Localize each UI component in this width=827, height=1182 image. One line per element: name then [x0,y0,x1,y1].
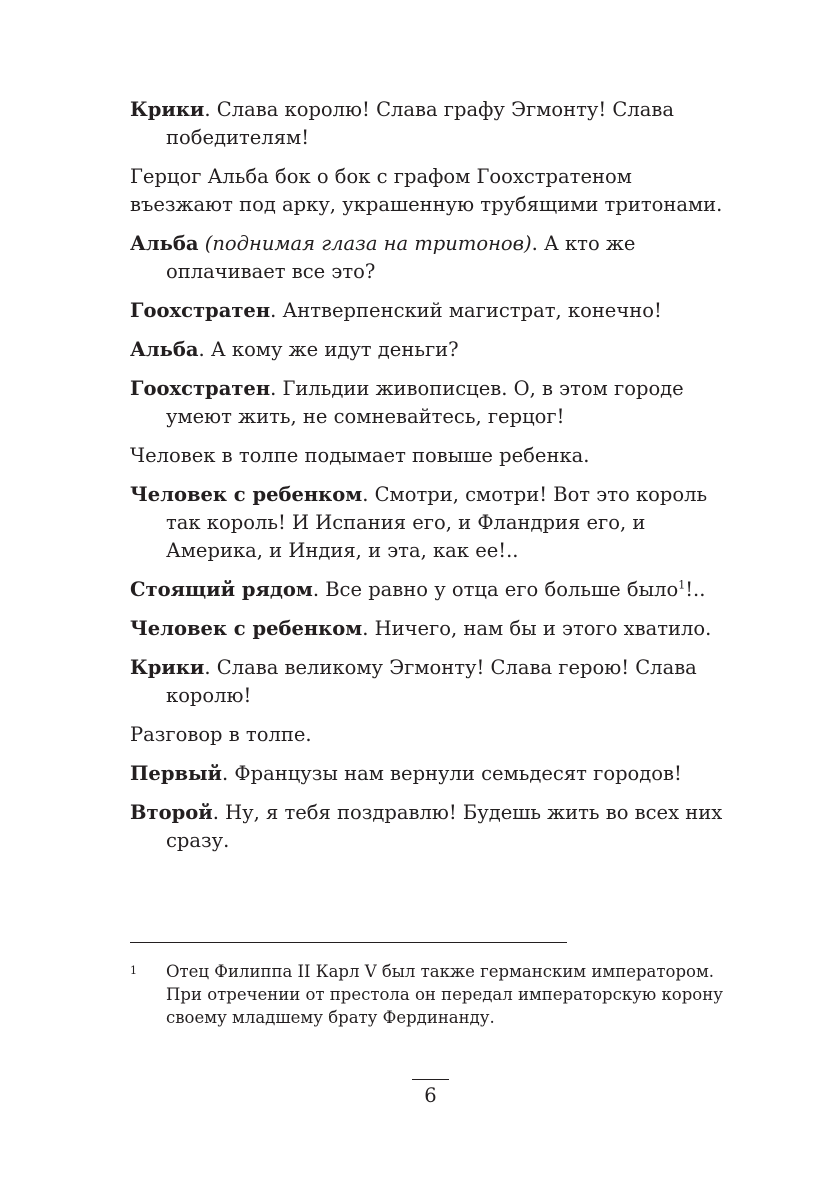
line-text: . Слава королю! Слава графу Эгмонту! Слава победителям! [166,98,674,149]
speaker-name: Альба [130,338,199,361]
speaker-name: Стоящий рядом [130,578,313,601]
line-text: . Слава великому Эгмонту! Слава герою! Слава королю! [166,656,697,707]
line-text: . Ну, я тебя поздравлю! Будешь жить во всех них сразу. [166,801,723,852]
line-text: . А кому же идут деньги? [198,338,459,361]
footnote-reference[interactable]: 1 [678,578,686,592]
page-number: 6 [424,1084,437,1107]
play-text [130,96,730,866]
line-text: . Гильдии живописцев. О, в этом городе умеют жить, не сомневайтесь, герцог! [166,377,684,428]
speaker-name: Альба [130,232,199,255]
dialogue-line [130,799,730,855]
line-text: . Ничего, нам бы и этого хватило. [362,617,712,640]
speaker-name: Человек с ребенком [130,617,363,640]
dialogue-line [130,230,730,286]
dialogue-line [130,375,730,431]
stage-direction [130,442,730,470]
line-text: . Антверпенский магистрат, конечно! [270,299,662,322]
inline-stage-direction: (поднимая глаза на тритонов) [204,232,532,255]
dialogue-line [130,336,730,364]
dialogue-line [130,96,730,152]
narration-text: Человек в толпе подымает повыше ребенка. [130,444,590,467]
footnote-separator [130,942,567,943]
footnote-text: Отец Филиппа II Карл V был также германским императором. При отречении от престола он передал императорскую корону своему младшему брату Фердинанду. [166,962,723,1027]
speaker-name: Второй [130,801,213,824]
footnote [130,960,730,1029]
line-text: . Смотри, смотри! Вот это король так король! И Испания его, и Фландрия его, и Америка, и Индия, и эта, как ее!.. [166,483,708,562]
stage-direction [130,163,730,219]
line-text: . А кто же оплачивает все это? [166,232,636,283]
line-text-end: !.. [685,578,706,601]
dialogue-line [130,481,730,565]
narration-text: Разговор в толпе. [130,723,312,746]
dialogue-line [130,760,730,788]
footnote-mark: 1 [130,964,137,977]
dialogue-line [130,576,730,604]
speaker-name: Крики [130,98,205,121]
speaker-name: Гоохстратен [130,299,271,322]
speaker-name: Первый [130,762,223,785]
line-text: . Французы нам вернули семьдесят городов! [222,762,682,785]
speaker-name: Человек с ребенком [130,483,363,506]
speaker-name: Гоохстратен [130,377,271,400]
page-number-rule [412,1079,449,1080]
dialogue-line [130,654,730,710]
dialogue-line [130,297,730,325]
dialogue-line [130,615,730,643]
narration-text: Герцог Альба бок о бок с графом Гоохстратеном въезжают под арку, украшенную трубящими тритонами. [130,165,723,216]
stage-direction [130,721,730,749]
speaker-name: Крики [130,656,205,679]
line-text: . Все равно у отца его больше было [312,578,679,601]
